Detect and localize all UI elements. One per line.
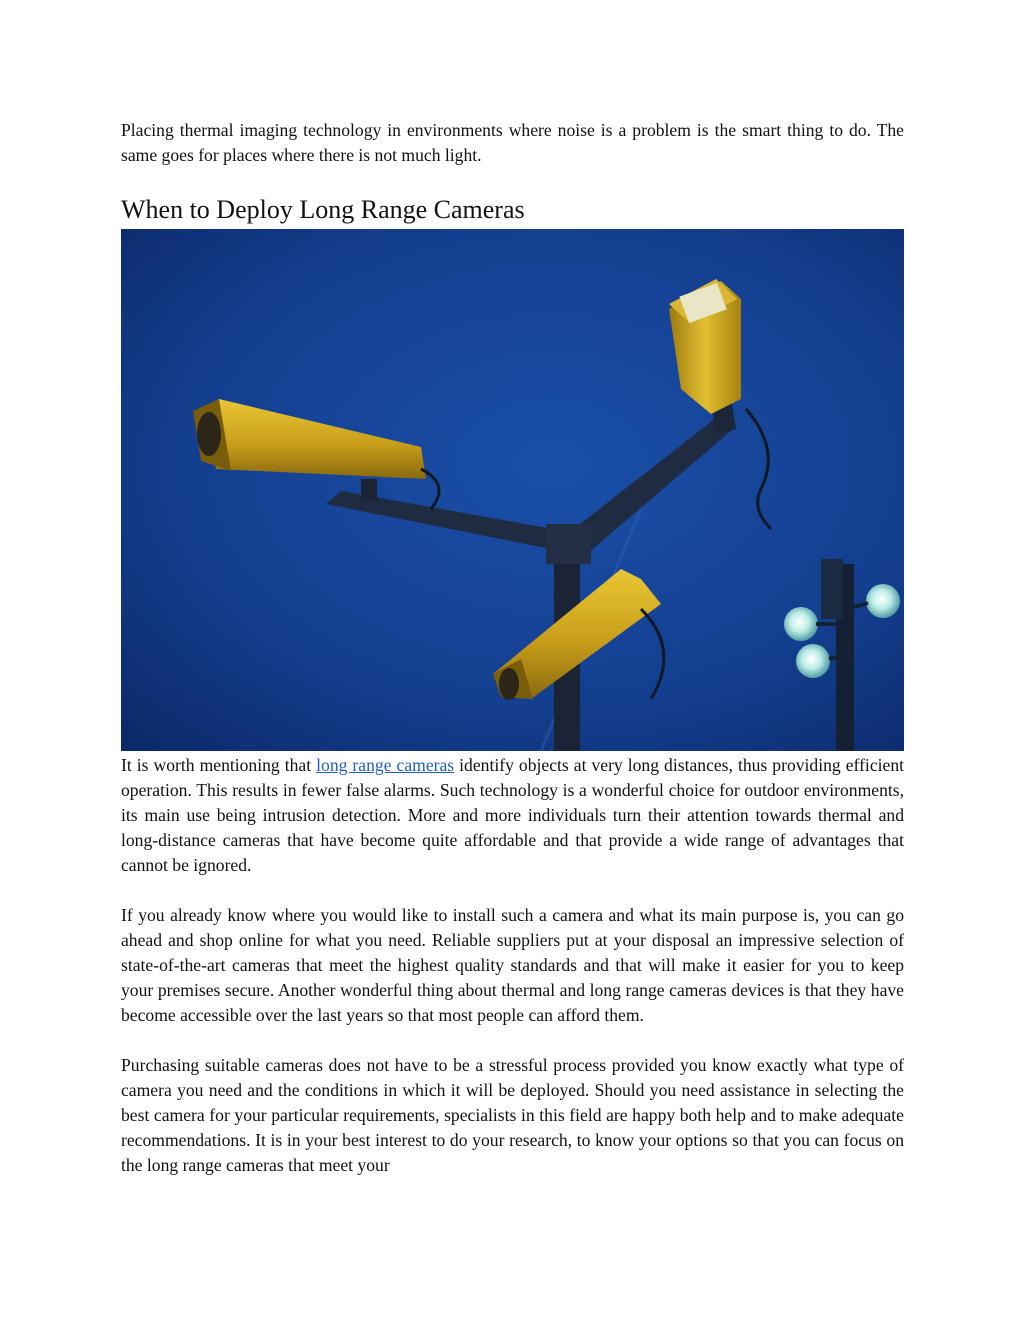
long-range-cameras-link[interactable]: long range cameras xyxy=(316,755,455,775)
section-heading: When to Deploy Long Range Cameras xyxy=(121,195,525,224)
paragraph-1-after-link: identify objects at very long distances, thus providing efficient operation. This results in fewer false alarms. Such technology is a wonderful choice for outdoor environments, its main use being intrusion detection. More and more individuals turn their attention towards thermal and long-distance cameras that have become quite affordable and that provide a wide range of advantages that cannot be ignored. xyxy=(121,755,905,875)
paragraph-1-before-link: It is worth mentioning that xyxy=(121,755,317,775)
security-cameras-photo xyxy=(121,229,904,751)
intro-paragraph: Placing thermal imaging technology in environments where noise is a problem is the smart thing to do. The same goes for places where there is not much light. xyxy=(121,120,904,165)
paragraph-2: If you already know where you would like to install such a camera and what its main purpose is, you can go ahead and shop online for what you need. Reliable suppliers put at your disposal an impressive selection of state-of-the-art cameras that meet the highest quality standards and that will make it easier for you to keep your premises secure. Another wonderful thing about thermal and long range cameras devices is that they have become accessible over the last years so that most people can afford them. xyxy=(121,905,904,1025)
page-content xyxy=(121,118,904,1178)
paragraph-1 xyxy=(121,753,904,878)
paragraph-3: Purchasing suitable cameras does not have to be a stressful process provided you know exactly what type of camera you need and the conditions in which it will be deployed. Should you need assistance in selecting the best camera for your particular requirements, specialists in this field are happy both help and to make adequate recommendations. It is in your best interest to do your research, to know your options so that you can focus on the long range cameras that meet your xyxy=(121,1055,904,1175)
